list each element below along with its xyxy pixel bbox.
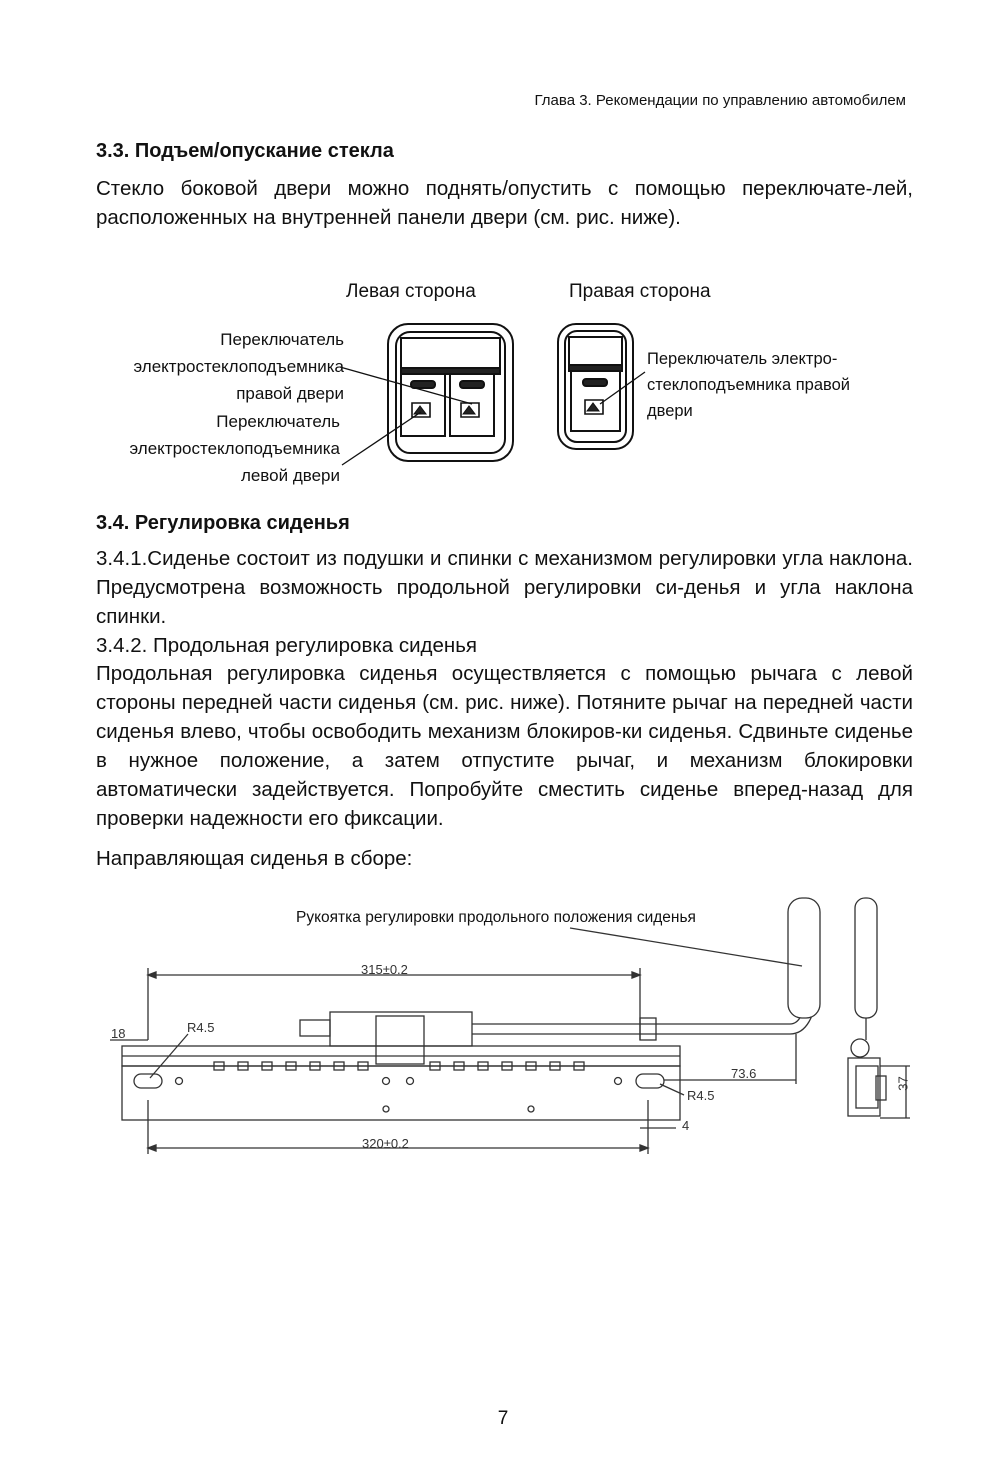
callout-right-door-switch-left-panel: Переключатель электростеклоподъемника правой двери (133, 330, 344, 403)
dim-320: 320±0.2 (362, 1136, 409, 1151)
section-3-4-2-text: Продольная регулировка сиденья осуществляется с помощью рычага с левой стороны передней части сиденья (см. рис. ниже). Потяните рычаг на передней части сиденья влево, чтобы освободить механизм блокиров-ки сиденья. Сдвиньте сиденье в нужное положение, а затем отпустите рычаг, и механизм блокировки автоматически задействуется. Попробуйте сместить сиденье вперед-назад для проверки надежности его фиксации. (96, 662, 913, 830)
dim-315: 315±0.2 (361, 962, 408, 977)
dim-73-6: 73.6 (731, 1066, 757, 1081)
dim-37: 37 (895, 1076, 911, 1091)
section-3-3-title: 3.3. Подъем/опускание стекла (96, 140, 394, 162)
right-side-label: Правая сторона (569, 281, 711, 302)
callout-right-door-switch-right-panel: Переключатель электро-стеклоподъемника правой двери (647, 350, 850, 420)
dim-4: 4 (682, 1118, 690, 1133)
section-3-4-title: 3.4. Регулировка сиденья (96, 512, 350, 534)
rail-side-view (848, 898, 910, 1118)
section-3-3-body: Стекло боковой двери можно поднять/опустить с помощью переключате-лей, расположенных на внутренней панели двери (см. рис. ниже). (96, 177, 913, 229)
dim-r45-right: R4.5 (687, 1088, 715, 1103)
seat-rail-caption: Направляющая сиденья в сборе: (96, 847, 413, 870)
dim-18: 18 (111, 1026, 126, 1041)
dim-r45-left: R4.5 (187, 1020, 215, 1035)
chapter-header: Глава 3. Рекомендации по управлению автомобилем (534, 92, 906, 109)
left-side-label: Левая сторона (346, 281, 476, 302)
section-3-4-1-text: 3.4.1.Сиденье состоит из подушки и спинки с механизмом регулировки угла наклона. Предусмотрена возможность продольной регулировки си-денья и угла наклона спинки. (96, 547, 913, 628)
handle-label: Рукоятка регулировки продольного положения сиденья (296, 909, 696, 926)
section-3-4-2-title: 3.4.2. Продольная регулировка сиденья (96, 634, 478, 657)
callout-left-door-switch: Переключатель электростеклоподъемника левой двери (129, 412, 340, 485)
page-number: 7 (497, 1408, 509, 1429)
